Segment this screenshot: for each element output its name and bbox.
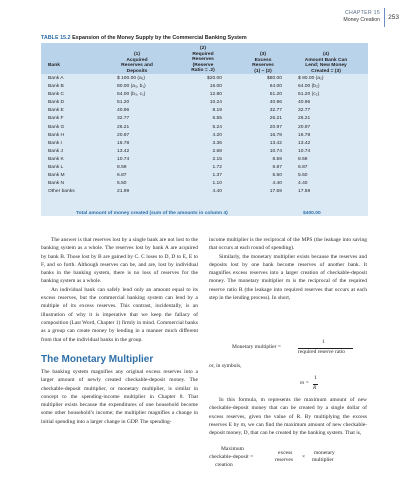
cell-lend: 13.42 <box>298 140 311 146</box>
cell-lend: 51.20 (c₂) <box>298 92 320 98</box>
cell-lend: 5.50 <box>298 173 308 179</box>
cell-lend: 16.78 <box>298 132 311 138</box>
money-expansion-table <box>41 43 368 216</box>
cell-excess: 40.96 <box>269 100 282 106</box>
cell-acquired: 64.00 (b₃, c₁) <box>117 92 146 98</box>
paragraph: An individual bank can safely lend only an amount equal to its excess reserves, but the commercial banking system can lend by a multiple of its excess reserves. This contrast, incidentally, is an illustration of why it is imperative that we keep the fallacy of composition (Last Word, Chapter 1) firmly in mind. Commercial banks as a group can create money by lending in a manner much different from that of the individual banks in the group. <box>41 286 198 343</box>
cell-required: 2.15 <box>212 156 222 162</box>
cell-required: 8.19 <box>212 108 222 114</box>
cell-lend: 6.87 <box>298 165 308 171</box>
cell-required: 2.68 <box>212 148 222 154</box>
cell-required: 1.37 <box>212 173 222 179</box>
cell-excess: 8.59 <box>272 156 282 162</box>
header-lend: (4) Amount Bank Can Lend; New Money Created = (3) <box>304 52 348 74</box>
cell-excess: 51.20 <box>269 92 282 98</box>
cell-bank: Other banks <box>48 189 75 195</box>
total-value: $400.00 <box>303 211 321 216</box>
cell-excess: 20.97 <box>269 124 282 130</box>
page-number: 253 <box>388 14 399 21</box>
cell-excess: 5.50 <box>272 173 282 179</box>
cell-bank: Bank J <box>48 148 63 154</box>
cell-bank: Bank M <box>48 173 65 179</box>
cell-acquired: 13.42 <box>117 148 130 154</box>
running-head-divider <box>384 8 385 27</box>
paragraph: Similarly, the monetary multiplier exists because the reserves and deposits lost by one bank become reserves of another bank. It magnifies excess reserves into a larger creation of checkable-deposit money. The monetary multiplier m is the reciprocal of the required reserve ratio R (the leakage into required reserves that occurs at each step in the lending process). In short, <box>209 253 367 302</box>
table-row <box>41 180 368 188</box>
cell-lend: $ 80.00 (a₂) <box>298 76 324 81</box>
cell-excess: 13.42 <box>269 140 282 146</box>
or-in-symbols: or, in symbols, <box>209 363 242 369</box>
table-row <box>41 75 368 83</box>
left-column-continued <box>41 368 198 426</box>
cell-required: 16.00 <box>209 84 222 90</box>
right-column <box>209 236 367 302</box>
table-row <box>41 172 368 180</box>
cell-acquired: 40.96 <box>117 108 130 114</box>
cell-acquired: 5.50 <box>117 181 127 187</box>
cell-required: 1.10 <box>212 181 222 187</box>
table-row <box>41 164 368 172</box>
cell-required: 1.72 <box>212 165 222 171</box>
section-heading: The Monetary Multiplier <box>41 354 154 365</box>
cell-required: $20.00 <box>207 76 222 81</box>
cell-acquired: 20.97 <box>117 132 130 138</box>
cell-bank: Bank A <box>48 76 64 81</box>
table-row <box>41 156 368 164</box>
header-required: (2) Required Reserves (Reserve Ratio = .2) <box>191 46 215 74</box>
cell-bank: Bank G <box>48 124 65 130</box>
cell-lend: 4.40 <box>298 181 308 187</box>
cell-lend: 40.96 <box>298 100 311 106</box>
cell-bank: Bank H <box>48 132 65 138</box>
paragraph: The answer is that reserves lost by a single bank are not lost to the banking system as a whole. The reserves lost by bank A are acquired by bank B. Those lost by B are gained by C. C loses to D, D to E, E to F, and so forth. Although reserves can be, and are, lost by individual banks in the banking system, there is no loss of reserves for the banking system as a whole. <box>41 237 198 285</box>
cell-excess: 6.87 <box>272 165 282 171</box>
right-column-continued <box>209 396 367 437</box>
cell-bank: Bank I <box>48 140 62 146</box>
header-bank: Bank <box>48 63 60 68</box>
cell-lend: 10.74 <box>298 148 311 154</box>
chapter-label: CHAPTER 15 <box>345 10 380 16</box>
cell-acquired: 21.99 <box>117 189 130 195</box>
cell-required: 10.24 <box>209 100 222 106</box>
running-head <box>343 10 380 24</box>
header-acquired: (1) Acquired Reserves and Deposits <box>121 52 153 74</box>
table-row <box>41 188 368 196</box>
cell-bank: Bank K <box>48 156 64 162</box>
cell-acquired: 80.00 (a₃, b₁) <box>117 84 146 90</box>
table-header <box>41 43 368 74</box>
cell-acquired: 26.21 <box>117 124 130 130</box>
cell-bank: Bank N <box>48 181 65 187</box>
cell-excess: 32.77 <box>269 108 282 114</box>
cell-excess: 10.74 <box>269 148 282 154</box>
cell-lend: 26.21 <box>298 116 311 122</box>
cell-lend: 17.59 <box>298 189 311 195</box>
table-row <box>41 140 368 148</box>
header-excess: (3) Excess Reserves (1) − (2) <box>252 52 274 74</box>
cell-excess: 64.00 <box>269 84 282 90</box>
chapter-title: Money Creation <box>343 17 380 23</box>
table-row <box>41 148 368 156</box>
table-row <box>41 132 368 140</box>
cell-acquired: $ 100.00 (a₁) <box>117 76 146 81</box>
table-body <box>41 75 368 196</box>
cell-acquired: 8.59 <box>117 165 127 171</box>
cell-lend: 20.97 <box>298 124 311 130</box>
cell-lend: 8.59 <box>298 156 308 162</box>
max-deposit-creation-equation: Maximum checkable-deposit = creation excess reserves × monetary multiplier <box>209 446 335 468</box>
paragraph: income multiplier is the reciprocal of the MPS (the leakage into saving that occurs at each round of spending). <box>209 237 367 252</box>
cell-excess: 26.21 <box>269 116 282 122</box>
cell-bank: Bank C <box>48 92 65 98</box>
table-row <box>41 99 368 107</box>
cell-lend: 32.77 <box>298 108 311 114</box>
paragraph: In this formula, m represents the maximum amount of new checkable-deposit money that can be created by a single dollar of excess reserves, given the value of R. By multiplying the excess reserves E by m, we can find the maximum amount of new checkable-deposit money, D, that can be created by the banking system. That is, <box>209 397 367 437</box>
table-row <box>41 83 368 91</box>
cell-lend: 64.00 (b₂) <box>298 84 320 90</box>
cell-acquired: 51.20 <box>117 100 130 106</box>
cell-bank: Bank B <box>48 84 64 90</box>
cell-bank: Bank F <box>48 116 64 122</box>
cell-acquired: 16.78 <box>117 140 130 146</box>
table-row <box>41 107 368 115</box>
left-column <box>41 236 198 344</box>
table-row <box>41 91 368 99</box>
table-title: Expansion of the Money Supply by the Commercial Banking System <box>72 35 247 41</box>
total-label: Total amount of money created (sum of the amounts in column 4) <box>76 211 228 216</box>
cell-bank: Bank E <box>48 108 64 114</box>
cell-excess: 16.78 <box>269 132 282 138</box>
cell-acquired: 10.74 <box>117 156 130 162</box>
cell-excess: $80.00 <box>267 76 282 81</box>
paragraph: The banking system magnifies any original excess reserves into a larger amount of newly created checkable-deposit money. The checkable-deposit multiplier, or monetary multiplier, is similar in concept to the spending-income multiplier in Chapter 8. That multiplier exists because the expenditures of one household become some other household’s income; the multiplier magnifies a change in initial spending into a larger change in GDP. The spending- <box>41 369 198 425</box>
cell-bank: Bank L <box>48 165 64 171</box>
cell-required: 12.80 <box>209 92 222 98</box>
cell-required: 6.55 <box>212 116 222 122</box>
cell-required: 4.20 <box>212 132 222 138</box>
cell-bank: Bank D <box>48 100 65 106</box>
cell-required: 4.40 <box>212 189 222 195</box>
cell-acquired: 6.87 <box>117 173 127 179</box>
table-caption <box>41 35 247 41</box>
cell-excess: 4.40 <box>272 181 282 187</box>
table-label: TABLE 15.2 <box>41 35 71 41</box>
table-row <box>41 124 368 132</box>
cell-excess: 17.59 <box>269 189 282 195</box>
table-row <box>41 115 368 123</box>
cell-acquired: 32.77 <box>117 116 130 122</box>
cell-required: 3.36 <box>212 140 222 146</box>
cell-required: 5.24 <box>212 124 222 130</box>
